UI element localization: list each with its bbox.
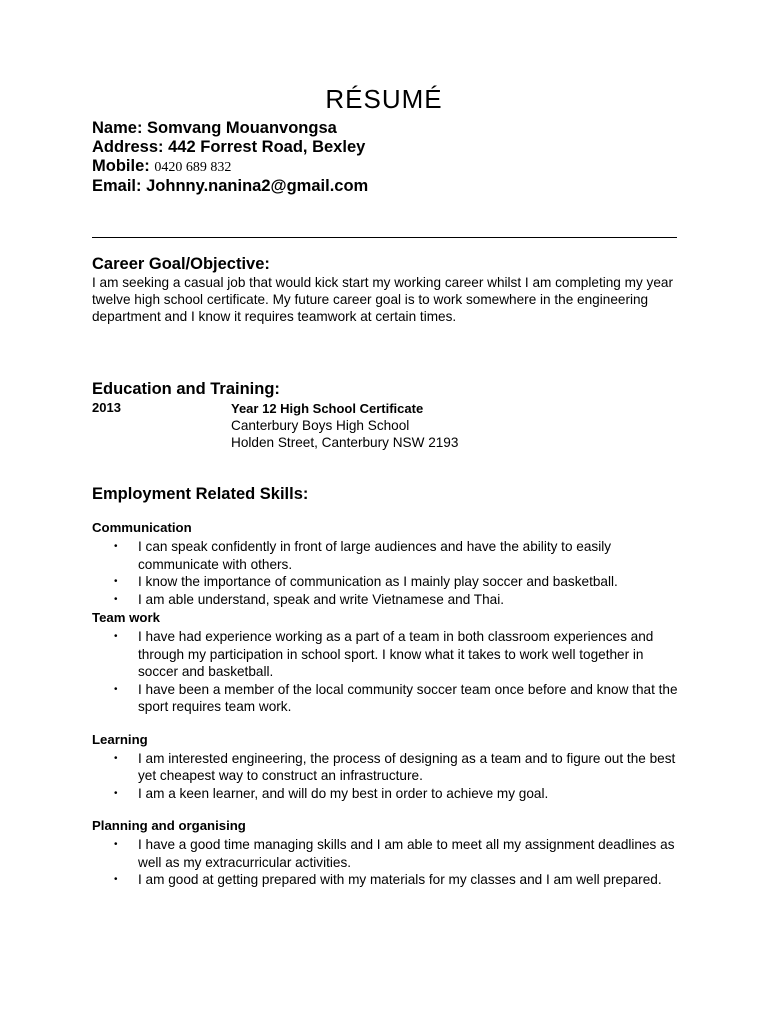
- bullet-item: • I have had experience working as a part of a team in both classroom experiences and through my participation in school sport. I know what it takes to work well together in soccer and basketball.: [114, 629, 654, 679]
- address-value: 442 Forrest Road, Bexley: [168, 138, 366, 156]
- contact-mobile-line: [92, 157, 368, 177]
- skill-category-title: Communication: [92, 520, 192, 535]
- bullet-item: • I am able understand, speak and write Vietnamese and Thai.: [114, 591, 505, 607]
- education-address: Holden Street, Canterbury NSW 2193: [231, 435, 459, 450]
- education-details: [231, 400, 458, 451]
- bullet-item: • I am interested engineering, the process of designing as a team and to figure out the best yet cheapest way to construct an infrastructure.: [114, 750, 676, 783]
- skills-heading: Employment Related Skills:: [92, 485, 309, 503]
- education-qualification: Year 12 High School Certificate: [231, 401, 424, 416]
- education-heading: Education and Training:: [92, 380, 280, 398]
- bullet-icon: •: [114, 752, 118, 764]
- bullet-item: • I have a good time managing skills and I am able to meet all my assignment deadlines as well as my extracurricular activities.: [114, 837, 675, 870]
- bullet-item: • I am good at getting prepared with my materials for my classes and I am well prepared.: [114, 872, 662, 887]
- education-school: Canterbury Boys High School: [231, 418, 410, 433]
- bullet-item: • I have been a member of the local community soccer team once before and know that the sport requires team work.: [114, 681, 678, 714]
- email-value: Johnny.nanina2@gmail.com: [146, 177, 369, 195]
- bullet-item: • I know the importance of communication as I mainly play soccer and basketball.: [114, 574, 618, 589]
- bullet-icon: •: [114, 683, 118, 695]
- bullet-icon: •: [114, 541, 118, 552]
- skill-category-title: Planning and organising: [92, 818, 246, 833]
- skill-category-title: Learning: [92, 731, 148, 747]
- bullet-icon: •: [114, 839, 118, 850]
- career-heading: Career Goal/Objective:: [92, 255, 270, 273]
- bullet-item: • I am a keen learner, and will do my best in order to achieve my goal.: [114, 785, 549, 801]
- education-year: 2013: [92, 400, 121, 415]
- contact-address-line: [92, 138, 368, 157]
- bullet-item: • I can speak confidently in front of large audiences and have the ability to easily communicate with others.: [114, 539, 612, 572]
- skill-category-title: Team work: [92, 610, 160, 625]
- bullet-icon: •: [114, 787, 118, 799]
- bullet-list: [92, 750, 682, 803]
- mobile-label: Mobile:: [92, 157, 150, 175]
- contact-name-line: [92, 119, 368, 138]
- horizontal-divider: [92, 237, 677, 238]
- contact-email-line: [92, 177, 368, 196]
- page-title: RÉSUMÉ: [325, 84, 443, 114]
- contact-block: [92, 119, 368, 196]
- bullet-icon: •: [114, 874, 118, 885]
- bullet-list: [92, 538, 682, 608]
- bullet-list: [92, 628, 682, 716]
- bullet-icon: •: [114, 576, 118, 587]
- name-value: Somvang Mouanvongsa: [147, 119, 337, 137]
- career-text: I am seeking a casual job that would kick start my working career whilst I am completing my year twelve high school certificate. My future career goal is to work somewhere in the engineering department and I know it requires teamwork at certain times.: [92, 275, 673, 325]
- bullet-list: [92, 836, 682, 889]
- mobile-value: 0420 689 832: [154, 160, 232, 175]
- name-label: Name:: [92, 119, 143, 137]
- email-label: Email:: [92, 177, 142, 195]
- address-label: Address:: [92, 138, 164, 156]
- skills-section: [92, 519, 682, 889]
- bullet-icon: •: [114, 593, 118, 605]
- bullet-icon: •: [114, 631, 118, 642]
